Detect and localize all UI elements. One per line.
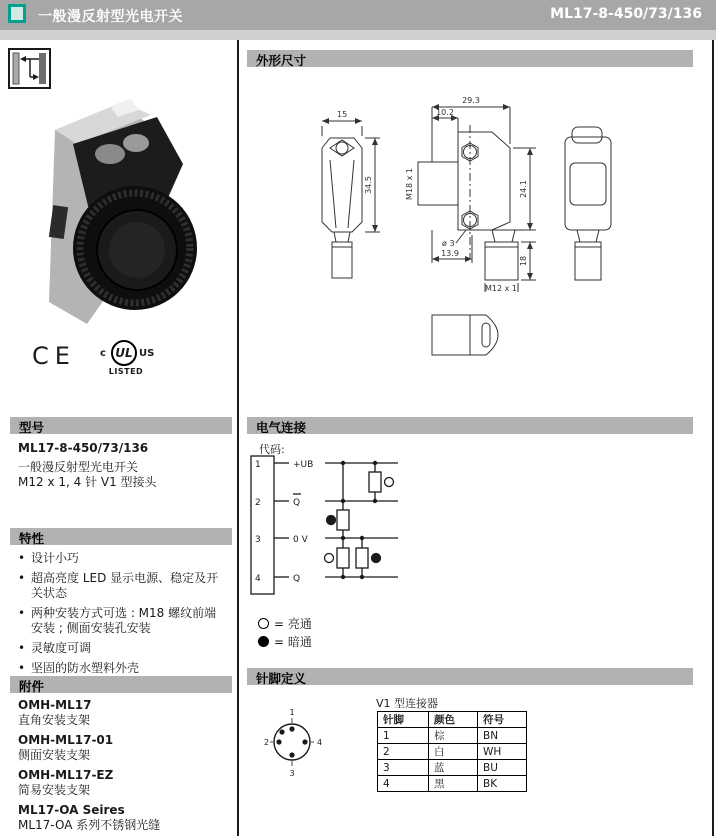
table-row: 2 白 WH bbox=[378, 744, 527, 760]
svg-text:2: 2 bbox=[264, 738, 270, 747]
svg-text:15: 15 bbox=[337, 110, 348, 119]
sensor-type-icon bbox=[8, 4, 26, 23]
col-header-color: 颜色 bbox=[429, 712, 478, 728]
features-list bbox=[16, 551, 224, 681]
svg-text:13.9: 13.9 bbox=[441, 249, 459, 258]
svg-text:0 V: 0 V bbox=[293, 535, 308, 545]
section-heading-electrical: 电气连接 bbox=[247, 417, 693, 434]
svg-text:ø 3: ø 3 bbox=[442, 239, 455, 248]
section-heading-accessories: 附件 bbox=[10, 676, 232, 693]
ul-mark-us: US bbox=[139, 348, 155, 359]
svg-text:3: 3 bbox=[289, 769, 295, 778]
list-item bbox=[18, 698, 228, 728]
accessory-name: OMH-ML17-01 bbox=[18, 733, 114, 747]
rear-view bbox=[565, 127, 611, 280]
svg-text:29.3: 29.3 bbox=[462, 96, 480, 105]
list-item bbox=[18, 803, 228, 833]
svg-text:34.5: 34.5 bbox=[364, 176, 373, 194]
connector-face-diagram bbox=[262, 706, 332, 786]
svg-text:1: 1 bbox=[289, 708, 295, 717]
ce-mark: CE bbox=[32, 342, 76, 370]
svg-text:18: 18 bbox=[519, 255, 528, 267]
svg-text:10.2: 10.2 bbox=[436, 108, 454, 117]
model-desc-line2: M12 x 1, 4 针 V1 型接头 bbox=[18, 475, 157, 489]
svg-text:1: 1 bbox=[255, 460, 261, 470]
accessory-name: OMH-ML17-EZ bbox=[18, 768, 114, 782]
pinout-table bbox=[377, 711, 527, 792]
connector-type-label: V1 型连接器 bbox=[376, 697, 439, 710]
svg-text:4: 4 bbox=[317, 738, 323, 747]
list-item: • 两种安装方式可选 : M18 螺纹前端安装 ; 侧面安装孔安装 bbox=[16, 606, 224, 636]
list-item bbox=[18, 768, 228, 798]
list-item: • 坚固的防水塑料外壳 bbox=[16, 661, 224, 676]
svg-text:M12 x 1: M12 x 1 bbox=[485, 284, 517, 293]
accessories-list bbox=[18, 698, 228, 836]
accessory-desc: 简易安装支架 bbox=[18, 783, 91, 797]
model-desc-line1: 一般漫反射型光电开关 bbox=[18, 460, 139, 474]
filled-circle-icon bbox=[258, 636, 269, 647]
page-header bbox=[0, 0, 716, 30]
list-item: • 设计小巧 bbox=[16, 551, 224, 566]
detection-principle-icon bbox=[8, 48, 51, 89]
header-divider-strip bbox=[0, 30, 716, 40]
col-header-symbol: 符号 bbox=[478, 712, 527, 728]
accessory-name: ML17-OA Seires bbox=[18, 803, 125, 817]
accessory-desc: 侧面安装支架 bbox=[18, 748, 91, 762]
legend-dark-on: = 暗通 bbox=[258, 635, 312, 649]
table-header-row bbox=[378, 712, 527, 728]
section-heading-dimensions: 外形尺寸 bbox=[247, 50, 693, 67]
ul-mark bbox=[100, 340, 155, 378]
header-model-number: ML17-8-450/73/136 bbox=[550, 6, 702, 22]
accessory-desc: ML17-OA 系列不锈钢光缝 bbox=[18, 818, 161, 832]
bracket-view bbox=[432, 315, 498, 355]
open-circle-icon bbox=[258, 618, 269, 629]
page-right-border-line bbox=[712, 40, 714, 836]
svg-text:2: 2 bbox=[255, 498, 261, 508]
col-header-pin: 针脚 bbox=[378, 712, 429, 728]
list-item: • 灵敏度可调 bbox=[16, 641, 224, 656]
legend-light-on: = 亮通 bbox=[258, 617, 312, 631]
section-heading-features: 特性 bbox=[10, 528, 232, 545]
dimension-drawing bbox=[252, 80, 692, 370]
column-divider-line bbox=[237, 40, 239, 836]
ul-mark-c: c bbox=[100, 348, 106, 359]
ul-mark-listed: LISTED bbox=[108, 367, 144, 376]
svg-text:24.1: 24.1 bbox=[519, 180, 528, 198]
svg-text:4: 4 bbox=[255, 574, 261, 584]
list-item bbox=[18, 733, 228, 763]
svg-text:+UB: +UB bbox=[293, 460, 314, 470]
page-title: 一般漫反射型光电开关 bbox=[38, 9, 183, 25]
side-view bbox=[405, 96, 536, 293]
svg-text:M18 x 1: M18 x 1 bbox=[405, 168, 414, 200]
ul-mark-circle: UL bbox=[111, 340, 137, 366]
section-heading-model: 型号 bbox=[10, 417, 232, 434]
model-name: ML17-8-450/73/136 bbox=[18, 441, 149, 455]
section-heading-pinout: 针脚定义 bbox=[247, 668, 693, 685]
svg-text:Q: Q bbox=[293, 498, 301, 508]
table-row: 3 蓝 BU bbox=[378, 760, 527, 776]
wiring-diagram bbox=[250, 450, 450, 600]
product-photo bbox=[15, 88, 220, 333]
list-item: • 超高亮度 LED 显示电源、稳定及开关状态 bbox=[16, 571, 224, 601]
svg-text:Q: Q bbox=[293, 574, 301, 584]
table-row: 4 黑 BK bbox=[378, 776, 527, 792]
front-view bbox=[322, 110, 380, 278]
table-row: 1 棕 BN bbox=[378, 728, 527, 744]
svg-text:3: 3 bbox=[255, 535, 261, 545]
code-label: 代码: bbox=[259, 443, 285, 456]
accessory-name: OMH-ML17 bbox=[18, 698, 92, 712]
accessory-desc: 直角安装支架 bbox=[18, 713, 91, 727]
